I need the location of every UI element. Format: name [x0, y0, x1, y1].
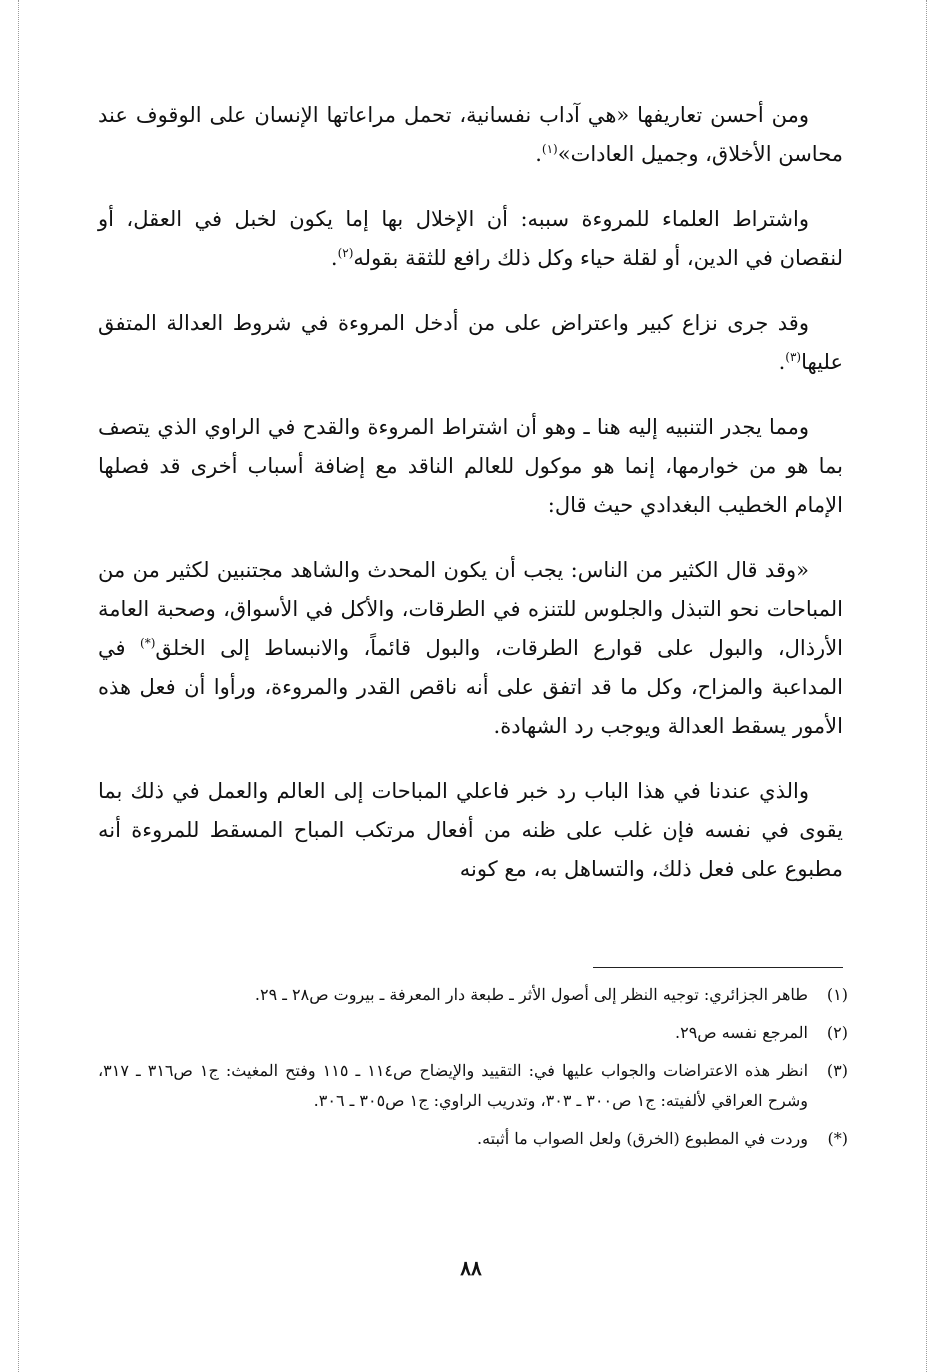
paragraph: واشتراط العلماء للمروءة سببه: أن الإخلال بها إما يكون لخبل في العقل، أو لنقصان في الدين، أو لقلة حياء وكل ذلك رافع للثقة بقوله$^{(٢)}$.: [98, 207, 843, 270]
paragraph: وقد جرى نزاع كبير واعتراض على من أدخل المروءة في شروط العدالة المتفق عليها$^{(٣)}$.: [98, 311, 843, 374]
footnote: [98, 1018, 848, 1048]
footnote-mark: (٢): [826, 1023, 848, 1042]
footnote-mark: (٣): [826, 1061, 848, 1080]
footnotes: [98, 980, 848, 1162]
footnote: [98, 980, 848, 1010]
footnote-mark: (*): [827, 1129, 848, 1148]
footnote-ref: (*): [140, 636, 156, 650]
footnote: [98, 1124, 848, 1154]
footnote-text: المرجع نفسه ص٢٩.: [675, 1023, 808, 1042]
paragraph: ومن أحسن تعاريفها «هي آداب نفسانية، تحمل مراعاتها الإنسان على الوقوف عند محاسن الأخلاق، وجميل العادات»$^{(١)}$.: [98, 103, 843, 166]
footnote-ref: (٢): [337, 246, 354, 260]
paragraph: والذي عندنا في هذا الباب رد خبر فاعلي المباحات إلى العالم والعمل في ذلك بما يقوى في نفسه فإن غلب على ظنه من أفعال مرتكب المباح المسقط للمروءة أنه مطبوع على فعل ذلك، والتساهل به، مع كونه: [98, 779, 843, 881]
footnote-text: انظر هذه الاعتراضات والجواب عليها في: التقييد والإيضاح ص١١٤ ـ ١١٥ وفتح المغيث: ج١ ص٣١٦ ـ ٣١٧، وشرح العراقي لألفيته: ج١ ص٣٠٠ ـ ٣٠٣، وتدريب الراوي: ج١ ص٣٠٥ ـ ٣٠٦.: [98, 1061, 809, 1110]
footnote-text: طاهر الجزائري: توجيه النظر إلى أصول الأثر ـ طبعة دار المعرفة ـ بيروت ص٢٨ ـ ٢٩.: [254, 985, 808, 1004]
scan-edge-left: [18, 0, 19, 1372]
footnote: [98, 1056, 848, 1116]
main-text: [98, 96, 843, 915]
page-number: ٨٨: [460, 1256, 482, 1280]
footnote-text: وردت في المطبوع (الخرق) ولعل الصواب ما أثبته.: [476, 1129, 808, 1148]
footnote-ref: (٣): [785, 350, 802, 364]
footnote-ref: (١): [541, 142, 558, 156]
footnote-mark: (١): [826, 985, 848, 1004]
scan-edge-right: [926, 0, 927, 1372]
quote-paragraph: «وقد قال الكثير من الناس: يجب أن يكون المحدث والشاهد مجتنبين لكثير من من المباحات نحو التبذل والجلوس للتنزه في الطرقات، والأكل في الأسواق، وصحبة العامة الأرذال، والبول على قوارع الطرقات، والبول قائماً، والانبساط إلى الخلق(*) في المداعبة والمزاح، وكل ما قد اتفق على أنه ناقص القدر والمروءة، ورأوا أن فعل هذه الأمور يسقط العدالة ويوجب رد الشهادة.: [98, 558, 844, 738]
paragraph: ومما يجدر التنبيه إليه هنا ـ وهو أن اشتراط المروءة والقدح في الراوي الذي يتصف بما هو من خوارمها، إنما هو موكول للعالم الناقد مع إضافة أسباب أخرى قد فصلها الإمام الخطيب البغدادي حيث قال:: [98, 415, 843, 517]
footnote-separator: [593, 967, 843, 968]
